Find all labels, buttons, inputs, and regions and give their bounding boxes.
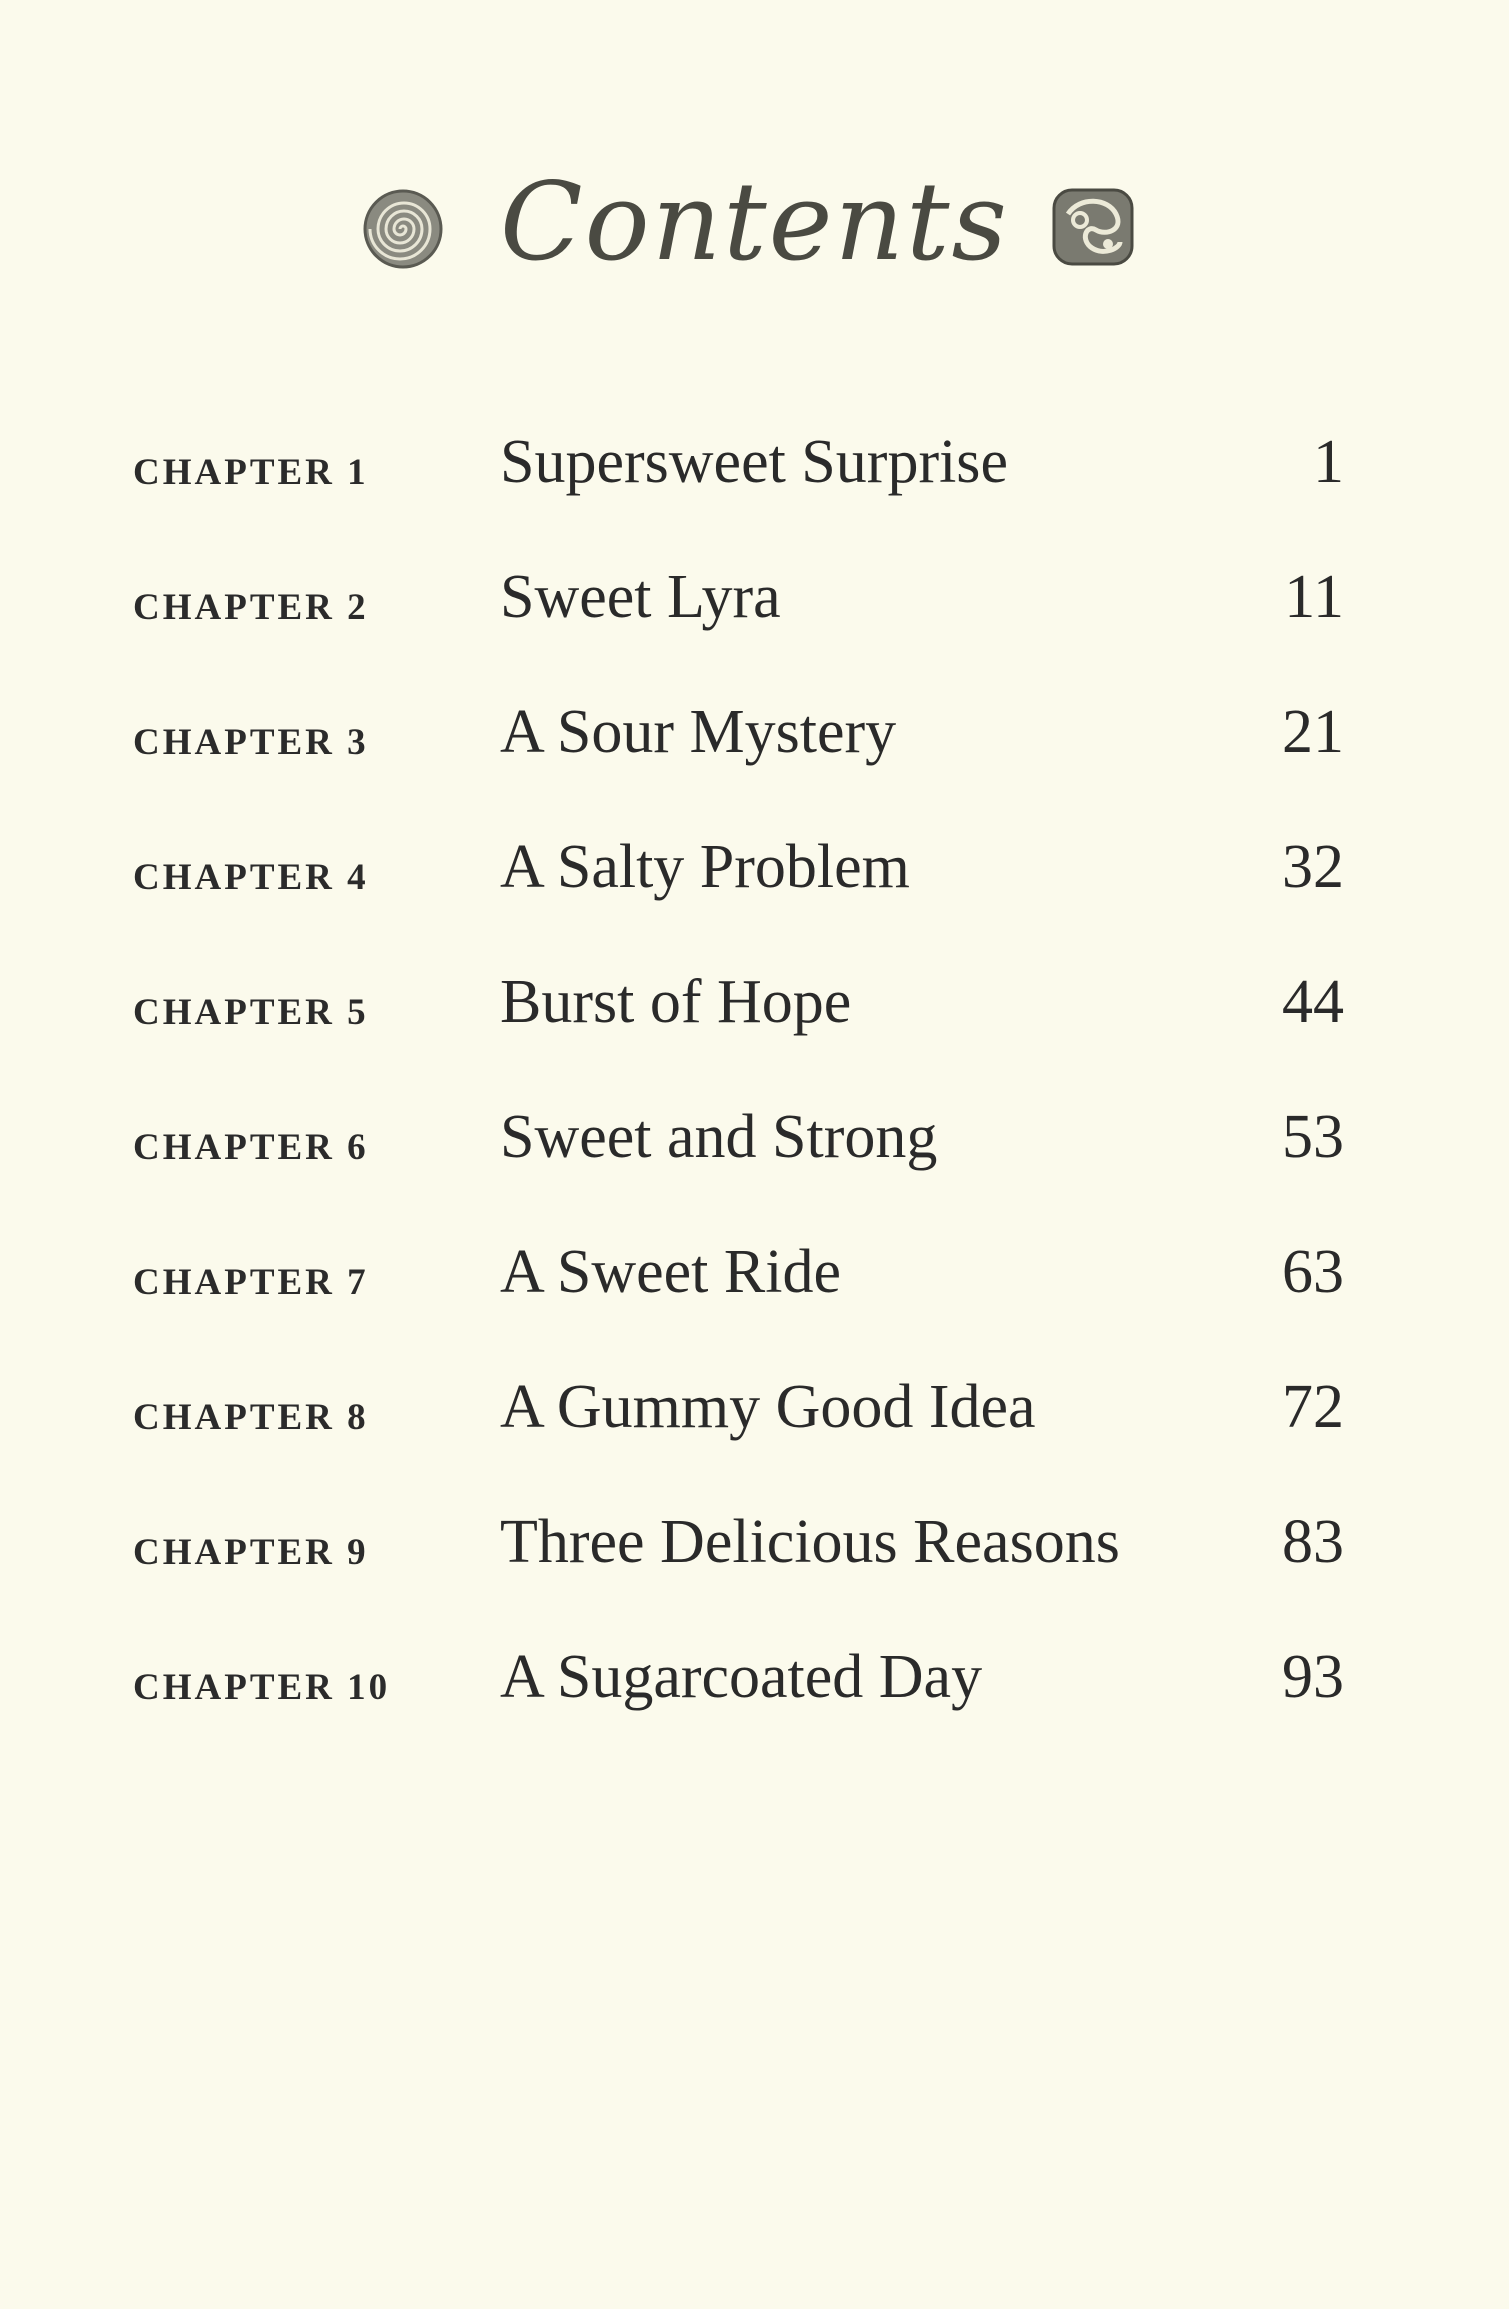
chapter-page-number: 63 — [1282, 1238, 1344, 1306]
chapter-label: CHAPTER 2 — [133, 587, 369, 628]
chapter-label: CHAPTER 9 — [133, 1532, 369, 1573]
candy-square-icon — [1050, 184, 1136, 270]
chapter-page-number: 21 — [1282, 698, 1344, 766]
toc-row-chapter-10[interactable] — [0, 1640, 1509, 1740]
chapter-page-number: 32 — [1282, 833, 1344, 901]
toc-row-chapter-7[interactable] — [0, 1235, 1509, 1335]
toc-row-chapter-1[interactable] — [0, 425, 1509, 525]
chapter-title: A Gummy Good Idea — [500, 1373, 1036, 1441]
chapter-label: CHAPTER 10 — [133, 1667, 391, 1708]
toc-row-chapter-3[interactable] — [0, 695, 1509, 795]
toc-row-chapter-6[interactable] — [0, 1100, 1509, 1200]
toc-row-chapter-9[interactable] — [0, 1505, 1509, 1605]
chapter-title: A Salty Problem — [500, 833, 910, 901]
chapter-title: Burst of Hope — [500, 968, 852, 1036]
chapter-title: Sweet Lyra — [500, 563, 781, 631]
chapter-title: A Sour Mystery — [500, 698, 897, 766]
chapter-title: Sweet and Strong — [500, 1103, 938, 1171]
toc-row-chapter-8[interactable] — [0, 1370, 1509, 1470]
toc-row-chapter-5[interactable] — [0, 965, 1509, 1065]
chapter-label: CHAPTER 7 — [133, 1262, 369, 1303]
chapter-page-number: 53 — [1282, 1103, 1344, 1171]
chapter-label: CHAPTER 3 — [133, 722, 369, 763]
chapter-title: Three Delicious Reasons — [500, 1508, 1120, 1576]
chapter-page-number: 83 — [1282, 1508, 1344, 1576]
chapter-title: A Sweet Ride — [500, 1238, 841, 1306]
chapter-label: CHAPTER 5 — [133, 992, 369, 1033]
chapter-label: CHAPTER 6 — [133, 1127, 369, 1168]
chapter-label: CHAPTER 1 — [133, 452, 369, 493]
chapter-page-number: 93 — [1282, 1643, 1344, 1711]
chapter-page-number: 72 — [1282, 1373, 1344, 1441]
chapter-title: Supersweet Surprise — [500, 428, 1008, 496]
chapter-title: A Sugarcoated Day — [500, 1643, 983, 1711]
toc-row-chapter-4[interactable] — [0, 830, 1509, 930]
page-title: Contents — [500, 160, 1009, 285]
chapter-label: CHAPTER 8 — [133, 1397, 369, 1438]
toc-row-chapter-2[interactable] — [0, 560, 1509, 660]
chapter-page-number: 44 — [1282, 968, 1344, 1036]
chapter-page-number: 1 — [1313, 428, 1344, 496]
contents-header — [0, 150, 1509, 320]
chapter-label: CHAPTER 4 — [133, 857, 369, 898]
chapter-page-number: 11 — [1284, 563, 1344, 631]
